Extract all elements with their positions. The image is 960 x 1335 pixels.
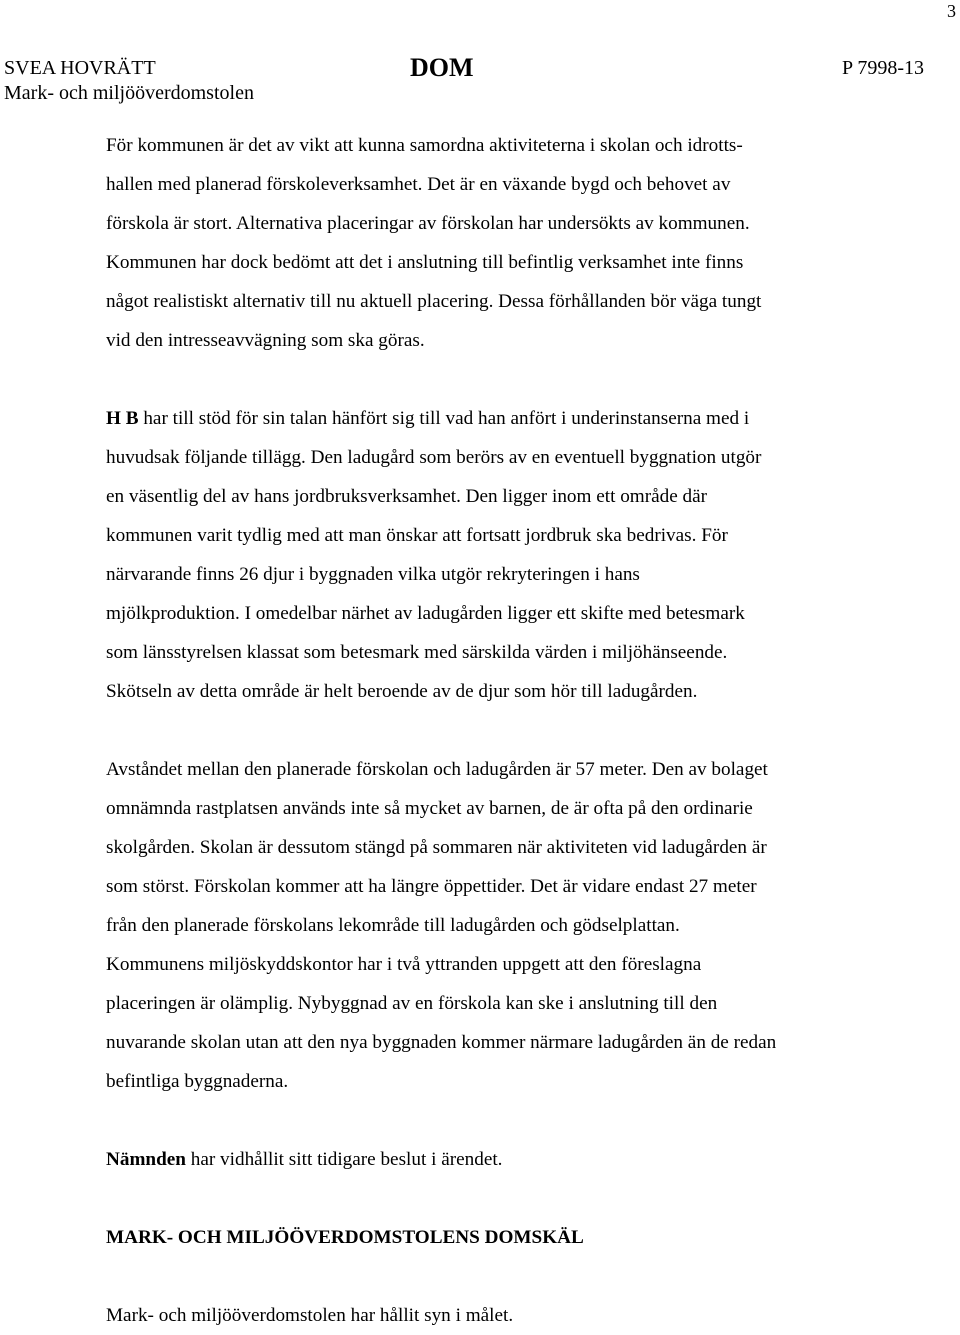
text-line: placeringen är olämplig. Nybyggnad av en förskola kan ske i anslutning till den: [106, 993, 718, 1014]
text-line: som störst. Förskolan kommer att ha längre öppettider. Det är vidare endast 27 meter: [106, 876, 757, 897]
document-header: [4, 53, 924, 106]
text-line: omnämnda rastplatsen används inte så mycket av barnen, de är ofta på den ordinarie: [106, 798, 753, 819]
text-line: har till stöd för sin talan hänfört sig till vad han anfört i underinstanserna med i: [138, 408, 750, 429]
paragraph-inspection: [106, 1296, 906, 1335]
text-line: befintliga byggnaderna.: [106, 1071, 289, 1092]
text-line: en väsentlig del av hans jordbruksverksamhet. Den ligger inom ett område där: [106, 486, 708, 507]
text-line: något realistiskt alternativ till nu aktuell placering. Dessa förhållanden bör väga tungt: [106, 291, 762, 312]
paragraph-board: [106, 1140, 906, 1179]
text-line: nuvarande skolan utan att den nya byggnaden kommer närmare ladugården än de redan: [106, 1032, 777, 1053]
text-line: Mark- och miljööverdomstolen har hållit syn i målet.: [106, 1305, 514, 1326]
text-line: kommunen varit tydlig med att man önskar att fortsatt jordbruk ska bedrivas. För: [106, 525, 728, 546]
document-type: DOM: [410, 53, 474, 82]
text-line: huvudsak följande tillägg. Den ladugård som berörs av en eventuell byggnation utgör: [106, 447, 762, 468]
case-number: P 7998-13: [841, 57, 924, 79]
page-number: 3: [947, 1, 956, 21]
text-line: har vidhållit sitt tidigare beslut i ärendet.: [185, 1149, 503, 1170]
text-line: skolgården. Skolan är dessutom stängd på sommaren när aktiviteten vid ladugården är: [106, 837, 767, 858]
text-line: förskola är stort. Alternativa placeringar av förskolan har undersökts av kommunen.: [106, 213, 750, 234]
text-line: närvarande finns 26 djur i byggnaden vilka utgör rekryteringen i hans: [106, 564, 640, 585]
text-line: från den planerade förskolans lekområde till ladugården och gödselplattan.: [106, 915, 680, 936]
text-line: För kommunen är det av vikt att kunna samordna aktiviteterna i skolan och idrotts-: [106, 135, 743, 156]
text-line: vid den intresseavvägning som ska göras.: [106, 330, 425, 351]
court-name: SVEA HOVRÄTT: [4, 57, 156, 79]
document-body: [106, 126, 906, 1335]
paragraph-distance: [106, 750, 906, 1101]
paragraph-municipality: [106, 126, 906, 360]
text-line: Kommunen har dock bedömt att det i anslutning till befintlig verksamhet inte finns: [106, 252, 744, 273]
text-line: Kommunens miljöskyddskontor har i två yttranden uppgett att den föreslagna: [106, 954, 702, 975]
party-name-board: Nämnden: [106, 1149, 186, 1170]
text-line: Avståndet mellan den planerade förskolan och ladugården är 57 meter. Den av bolaget: [106, 759, 768, 780]
text-line: hallen med planerad förskoleverksamhet. Det är en växande bygd och behovet av: [106, 174, 731, 195]
court-subname: Mark- och miljööverdomstolen: [4, 82, 254, 104]
text-line: Skötseln av detta område är helt beroende av de djur som hör till ladugården.: [106, 681, 698, 702]
section-heading: MARK- OCH MILJÖÖVERDOMSTOLENS DOMSKÄL: [106, 1227, 584, 1248]
paragraph-hb: [106, 399, 906, 711]
party-name-hb: H B: [106, 408, 139, 429]
text-line: mjölkproduktion. I omedelbar närhet av ladugården ligger ett skifte med betesmark: [106, 603, 745, 624]
text-line: som länsstyrelsen klassat som betesmark med särskilda värden i miljöhänseende.: [106, 642, 728, 663]
